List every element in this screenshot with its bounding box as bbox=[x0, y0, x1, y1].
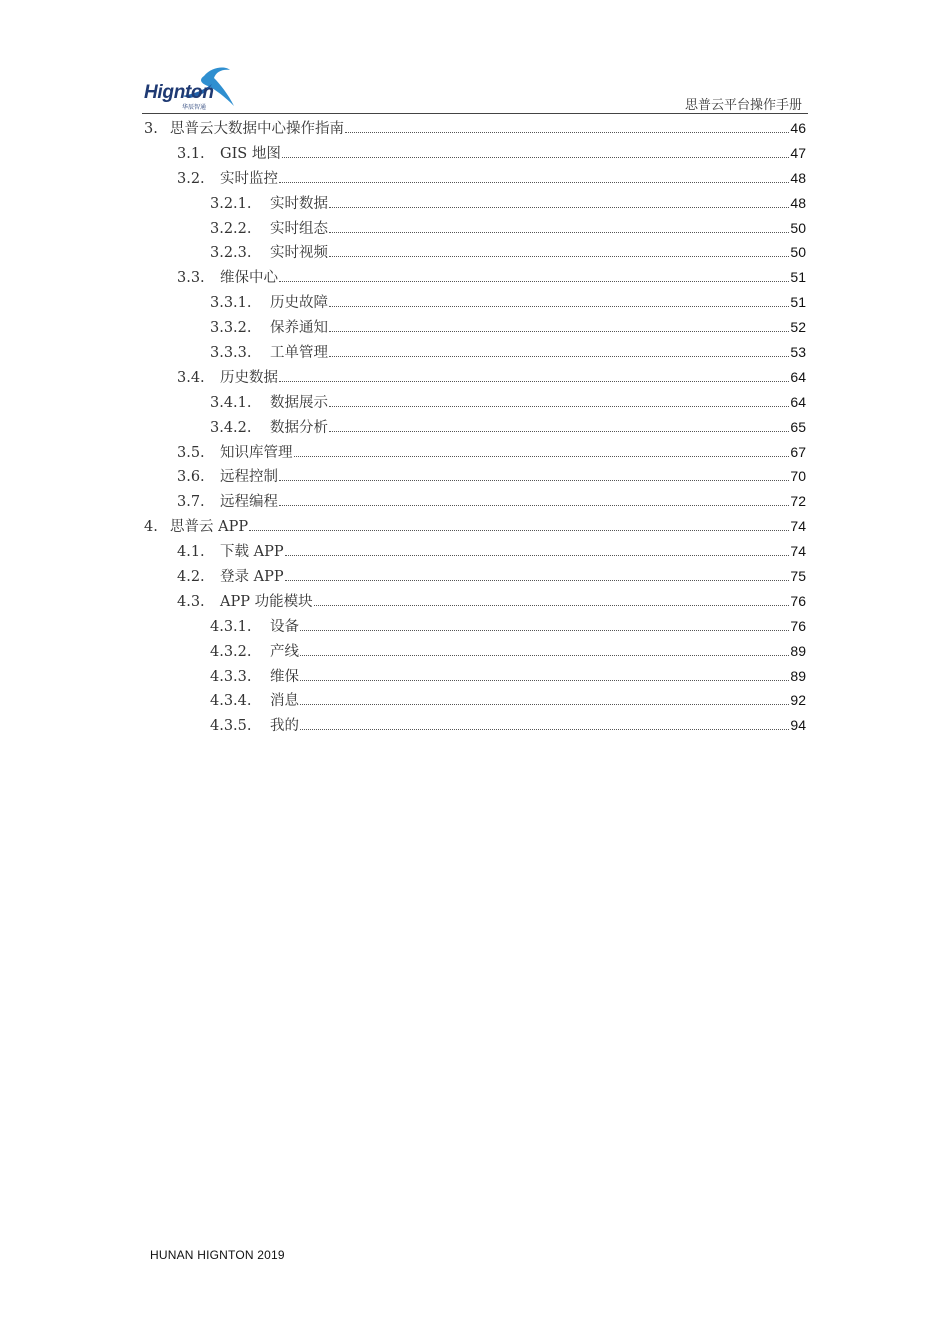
toc-dot-leader bbox=[300, 680, 789, 681]
toc-entry-title: 维保 bbox=[270, 668, 299, 685]
toc-entry-page: 64 bbox=[790, 393, 806, 410]
toc-dot-leader bbox=[329, 256, 789, 257]
toc-entry-page: 53 bbox=[790, 344, 806, 361]
toc-entry[interactable] bbox=[142, 415, 806, 440]
toc-entry[interactable] bbox=[142, 191, 806, 216]
toc-dot-leader bbox=[285, 580, 790, 581]
toc-entry[interactable] bbox=[142, 614, 806, 639]
toc-entry-title: 产线 bbox=[270, 643, 299, 660]
toc-entry-title: 知识库管理 bbox=[220, 444, 293, 461]
toc-entry-number: 3.5. bbox=[177, 444, 205, 461]
table-of-contents bbox=[142, 116, 806, 738]
toc-entry-title: 保养通知 bbox=[270, 320, 328, 337]
toc-dot-leader bbox=[249, 530, 789, 531]
toc-entry-title: 实时监控 bbox=[220, 170, 278, 187]
toc-dot-leader bbox=[279, 480, 789, 481]
toc-entry[interactable] bbox=[142, 340, 806, 365]
toc-dot-leader bbox=[345, 132, 789, 133]
toc-entry-number: 3.4. bbox=[177, 369, 205, 386]
toc-entry-title: 远程编程 bbox=[220, 494, 278, 511]
toc-entry-title: 实时组态 bbox=[270, 220, 328, 237]
toc-entry-page: 46 bbox=[790, 120, 806, 136]
toc-entry-page: 51 bbox=[790, 269, 806, 286]
footer-text: HUNAN HIGNTON 2019 bbox=[150, 1248, 285, 1262]
toc-entry-number: 3.3.1. bbox=[210, 295, 252, 312]
toc-entry-number: 4.3.5. bbox=[210, 718, 252, 735]
toc-dot-leader bbox=[329, 406, 789, 407]
toc-entry[interactable] bbox=[142, 489, 806, 514]
toc-dot-leader bbox=[329, 232, 789, 233]
toc-entry-page: 47 bbox=[790, 144, 806, 161]
toc-entry[interactable] bbox=[142, 216, 806, 241]
toc-entry-number: 4.3.1. bbox=[210, 618, 252, 635]
toc-entry-title: GIS 地图 bbox=[220, 145, 281, 162]
toc-entry[interactable] bbox=[142, 141, 806, 166]
toc-dot-leader bbox=[329, 207, 789, 208]
toc-entry[interactable] bbox=[142, 440, 806, 465]
toc-entry[interactable] bbox=[142, 688, 806, 713]
toc-dot-leader bbox=[329, 306, 789, 307]
logo-wordmark: Hignton bbox=[144, 82, 214, 103]
toc-entry-title: 远程控制 bbox=[220, 469, 278, 486]
toc-entry-title: 历史数据 bbox=[220, 369, 278, 386]
toc-entry-page: 76 bbox=[790, 592, 806, 609]
toc-entry-title: 实时数据 bbox=[270, 195, 328, 212]
toc-dot-leader bbox=[300, 729, 789, 730]
toc-entry-page: 74 bbox=[790, 518, 806, 535]
toc-entry-page: 70 bbox=[790, 468, 806, 485]
company-logo bbox=[142, 66, 238, 112]
toc-entry[interactable] bbox=[142, 365, 806, 390]
toc-entry-page: 94 bbox=[790, 717, 806, 734]
toc-entry-page: 48 bbox=[790, 169, 806, 186]
toc-dot-leader bbox=[329, 331, 789, 332]
toc-entry[interactable] bbox=[142, 514, 806, 539]
toc-entry-title: 我的 bbox=[270, 718, 299, 735]
toc-entry[interactable] bbox=[142, 589, 806, 614]
toc-entry-page: 51 bbox=[790, 294, 806, 311]
toc-entry-page: 50 bbox=[790, 244, 806, 261]
toc-dot-leader bbox=[279, 381, 789, 382]
toc-dot-leader bbox=[279, 182, 789, 183]
toc-entry-number: 3.4.1. bbox=[210, 394, 252, 411]
toc-entry[interactable] bbox=[142, 240, 806, 265]
toc-entry[interactable] bbox=[142, 315, 806, 340]
toc-entry[interactable] bbox=[142, 713, 806, 738]
toc-dot-leader bbox=[294, 456, 790, 457]
toc-entry-title: 维保中心 bbox=[220, 270, 278, 287]
toc-entry-number: 3.2.1. bbox=[210, 195, 252, 212]
toc-entry-title: 数据展示 bbox=[270, 394, 328, 411]
toc-entry[interactable] bbox=[142, 390, 806, 415]
toc-entry[interactable] bbox=[142, 539, 806, 564]
toc-entry-page: 92 bbox=[790, 692, 806, 709]
toc-entry-title: APP 功能模块 bbox=[220, 593, 313, 610]
toc-entry-number: 3.2. bbox=[177, 170, 205, 187]
toc-entry-title: 设备 bbox=[270, 618, 299, 635]
toc-entry-number: 4.3.2. bbox=[210, 643, 252, 660]
toc-entry-number: 3.4.2. bbox=[210, 419, 252, 436]
toc-entry-number: 4.3.3. bbox=[210, 668, 252, 685]
toc-entry-page: 50 bbox=[790, 219, 806, 236]
toc-entry-number: 3.3.2. bbox=[210, 320, 252, 337]
toc-dot-leader bbox=[300, 704, 789, 705]
toc-entry-page: 52 bbox=[790, 319, 806, 336]
toc-entry-number: 3. bbox=[144, 121, 158, 137]
toc-entry-number: 4.1. bbox=[177, 544, 205, 561]
toc-dot-leader bbox=[282, 157, 790, 158]
toc-dot-leader bbox=[300, 630, 789, 631]
toc-entry-title: 历史故障 bbox=[270, 295, 328, 312]
toc-entry[interactable] bbox=[142, 166, 806, 191]
toc-dot-leader bbox=[279, 281, 789, 282]
toc-entry-page: 89 bbox=[790, 667, 806, 684]
toc-entry-title: 工单管理 bbox=[270, 345, 328, 362]
toc-entry-number: 3.3.3. bbox=[210, 345, 252, 362]
header-title: 思普云平台操作手册 bbox=[684, 98, 802, 113]
toc-entry[interactable] bbox=[142, 564, 806, 589]
toc-entry-page: 72 bbox=[790, 493, 806, 510]
logo-subtext: 华辰智通 bbox=[182, 104, 207, 111]
toc-entry-title: 下载 APP bbox=[220, 544, 284, 561]
toc-entry[interactable] bbox=[142, 664, 806, 689]
toc-entry-page: 48 bbox=[790, 194, 806, 211]
toc-dot-leader bbox=[329, 431, 789, 432]
toc-dot-leader bbox=[329, 356, 789, 357]
toc-entry-page: 75 bbox=[790, 568, 806, 585]
header-divider bbox=[142, 113, 808, 114]
toc-entry[interactable] bbox=[142, 639, 806, 664]
toc-entry-number: 4. bbox=[144, 519, 158, 536]
toc-entry[interactable] bbox=[142, 265, 806, 290]
toc-entry-page: 74 bbox=[790, 543, 806, 560]
toc-entry-page: 67 bbox=[790, 443, 806, 460]
toc-entry-page: 76 bbox=[790, 617, 806, 634]
toc-entry-page: 64 bbox=[790, 368, 806, 385]
toc-dot-leader bbox=[300, 655, 789, 656]
toc-entry[interactable] bbox=[142, 290, 806, 315]
toc-entry-number: 3.1. bbox=[177, 145, 205, 162]
toc-entry-title: 思普云 APP bbox=[170, 519, 249, 536]
toc-entry-number: 3.2.2. bbox=[210, 220, 252, 237]
toc-entry-title: 思普云大数据中心操作指南 bbox=[170, 121, 344, 137]
toc-entry-page: 65 bbox=[790, 418, 806, 435]
toc-entry-title: 消息 bbox=[270, 693, 299, 710]
toc-entry-title: 实时视频 bbox=[270, 245, 328, 262]
toc-entry-number: 4.3. bbox=[177, 593, 205, 610]
toc-entry-number: 3.7. bbox=[177, 494, 205, 511]
toc-entry-title: 数据分析 bbox=[270, 419, 328, 436]
toc-entry-page: 89 bbox=[790, 642, 806, 659]
toc-entry-title: 登录 APP bbox=[220, 569, 284, 586]
toc-entry-number: 3.2.3. bbox=[210, 245, 252, 262]
toc-entry-number: 4.2. bbox=[177, 569, 205, 586]
toc-entry[interactable] bbox=[142, 464, 806, 489]
toc-entry-number: 3.3. bbox=[177, 270, 205, 287]
toc-dot-leader bbox=[314, 605, 790, 606]
toc-dot-leader bbox=[285, 555, 790, 556]
toc-entry[interactable] bbox=[142, 116, 806, 141]
toc-entry-number: 4.3.4. bbox=[210, 693, 252, 710]
toc-entry-number: 3.6. bbox=[177, 469, 205, 486]
toc-dot-leader bbox=[279, 505, 789, 506]
